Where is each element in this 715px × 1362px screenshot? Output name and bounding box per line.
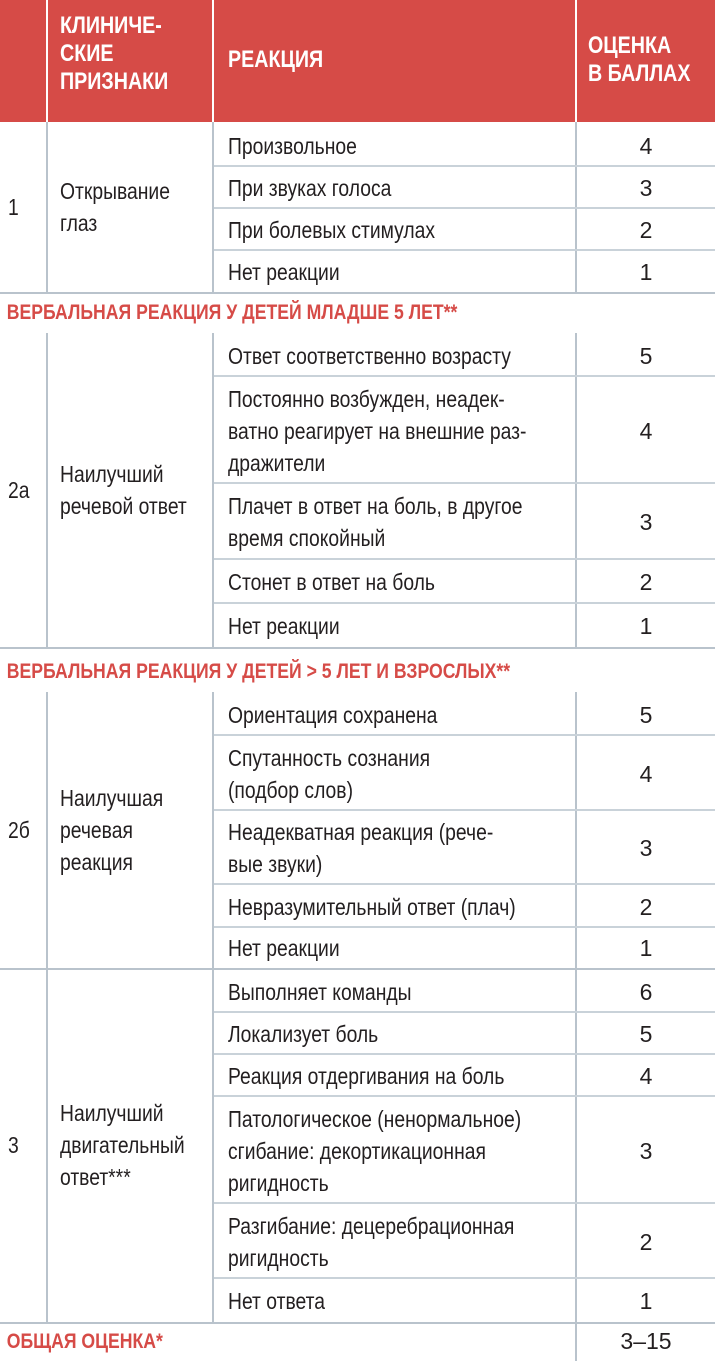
text-line: Наилучший [60,461,164,487]
header-score-line: В БАЛЛАХ [588,60,691,87]
row-divider [214,165,715,167]
row-divider [214,809,715,811]
text-line: Нет реакции [228,258,340,285]
score-value: 4 [639,417,653,444]
reaction-text [228,1210,514,1274]
row-divider [214,207,715,209]
reaction-text [228,742,430,806]
header-signs-line: СКИЕ [60,40,114,67]
text-line: Наилучшая [60,785,164,811]
text-line: ответ*** [60,1164,131,1190]
header-col-reaction: РЕАКЦИЯ [228,46,324,73]
text-line: Патологическое (ненормальное) [228,1105,522,1132]
score-value: 3 [639,175,653,201]
text-line: вые звуки) [228,851,323,877]
text-line: При звуках голоса [228,175,392,201]
row-divider [214,883,715,885]
row-divider [214,1202,715,1204]
score-value: 5 [639,343,653,369]
text-line: речевой ответ [60,493,187,519]
score-value: 4 [639,760,653,787]
score-value: 5 [639,1021,653,1047]
header-divider [212,0,214,122]
criterion-number: 3 [8,1132,19,1158]
row-divider [214,1053,715,1055]
header-signs-line: ПРИЗНАКИ [60,68,169,95]
row-divider [214,482,715,484]
reaction-text [228,976,412,1008]
reaction-text [228,610,340,642]
reaction-text [228,699,437,731]
text-line: Нет ответа [228,1287,325,1314]
score-value: 2 [639,569,653,595]
row-divider [214,1011,715,1013]
row-divider [214,375,715,377]
text-line: Нет реакции [228,612,340,639]
text-line: Неадекватная реакция (рече- [228,819,494,845]
total-score: 3–15 [620,1328,672,1354]
score-value: 4 [639,132,653,159]
score-value: 5 [639,702,653,728]
text-line: глаз [60,210,98,236]
text-line: сгибание: декортикационная [228,1137,486,1164]
score-value: 2 [639,217,653,243]
reaction-text [228,130,357,162]
score-value: 3 [639,509,653,535]
text-line: При болевых стимулах [228,217,436,243]
text-line: двигательный [60,1132,185,1158]
column-divider [46,968,48,1322]
text-line: Реакция отдергивания на боль [228,1063,505,1089]
reaction-text [228,566,435,598]
row-divider [214,558,715,560]
header-col-signs [60,12,168,96]
text-line: Нет реакции [228,935,340,961]
score-value: 1 [639,612,653,639]
text-line: Спутанность сознания [228,744,431,771]
section-band-title [0,293,715,333]
reaction-text [228,1060,504,1092]
criterion-number: 2а [8,477,30,503]
text-line: Стонет в ответ на боль [228,569,435,595]
row-divider [214,249,715,251]
text-line: Постоянно возбужден, неадек- [228,385,505,412]
text-line: Плачет в ответ на боль, в другое [228,493,523,519]
column-divider [212,333,214,647]
section-divider [0,647,715,649]
text-line: Невразумительный ответ (плач) [228,893,516,920]
text-line: дражители [228,449,326,476]
table-header [0,0,715,122]
row-divider [214,1095,715,1097]
column-divider [575,333,577,647]
band-label: ВЕРБАЛЬНАЯ РЕАКЦИЯ У ДЕТЕЙ МЛАДШЕ 5 ЛЕТ** [6,301,458,324]
header-divider [575,0,577,122]
header-col-score [588,32,690,88]
band-label: ВЕРБАЛЬНАЯ РЕАКЦИЯ У ДЕТЕЙ > 5 ЛЕТ И ВЗРОСЛЫХ** [6,660,511,683]
score-value: 1 [639,258,653,285]
score-value: 1 [639,935,653,961]
section-divider [0,968,715,970]
criterion-name [60,782,163,878]
text-line: Ориентация сохранена [228,702,438,728]
column-divider [212,968,214,1322]
reaction-text [228,256,340,288]
row-divider [214,602,715,604]
reaction-text [228,340,511,372]
reaction-text [228,1018,378,1050]
text-line: Разгибание: децеребрационная [228,1212,515,1239]
text-line: реакция [60,849,134,875]
score-value: 2 [639,1228,653,1255]
reaction-text [228,932,340,964]
text-line: (подбор слов) [228,776,354,803]
text-line: Локализует боль [228,1021,379,1047]
column-divider [46,692,48,968]
reaction-text [228,214,435,246]
criterion-name [60,1097,185,1193]
reaction-text [228,383,526,479]
text-line: Произвольное [228,132,357,159]
text-line: ригидность [228,1244,329,1271]
text-line: Открывание [60,178,170,204]
reaction-text [228,816,493,880]
row-divider [214,926,715,928]
column-divider [46,333,48,647]
total-label: ОБЩАЯ ОЦЕНКА* [6,1330,163,1353]
row-divider [214,1277,715,1279]
text-line: ватно реагирует на внешние раз- [228,417,527,444]
reaction-text [228,1103,521,1199]
reaction-text [228,490,522,554]
section-band-title [0,652,715,692]
criterion-name [60,175,170,239]
header-signs-line: КЛИНИЧЕ- [60,12,162,39]
criterion-name [60,458,187,522]
score-value: 1 [639,1287,653,1314]
reaction-text [228,172,391,204]
header-divider [46,0,48,122]
text-line: ригидность [228,1169,329,1196]
text-line: время спокойный [228,525,386,551]
row-divider [214,734,715,736]
score-value: 3 [639,835,653,861]
criterion-number: 1 [8,194,19,220]
text-line: Ответ соответственно возрасту [228,343,511,369]
reaction-text [228,1285,325,1317]
column-divider [46,122,48,292]
score-value: 6 [639,978,653,1005]
text-line: Выполняет команды [228,978,412,1005]
header-score-line: ОЦЕНКА [588,32,672,59]
text-line: речевая [60,817,133,843]
text-line: Наилучший [60,1100,164,1126]
score-value: 3 [639,1137,653,1164]
criterion-number: 2б [8,817,30,843]
reaction-text [228,891,516,923]
score-value: 4 [639,1063,653,1089]
score-value: 2 [639,893,653,920]
